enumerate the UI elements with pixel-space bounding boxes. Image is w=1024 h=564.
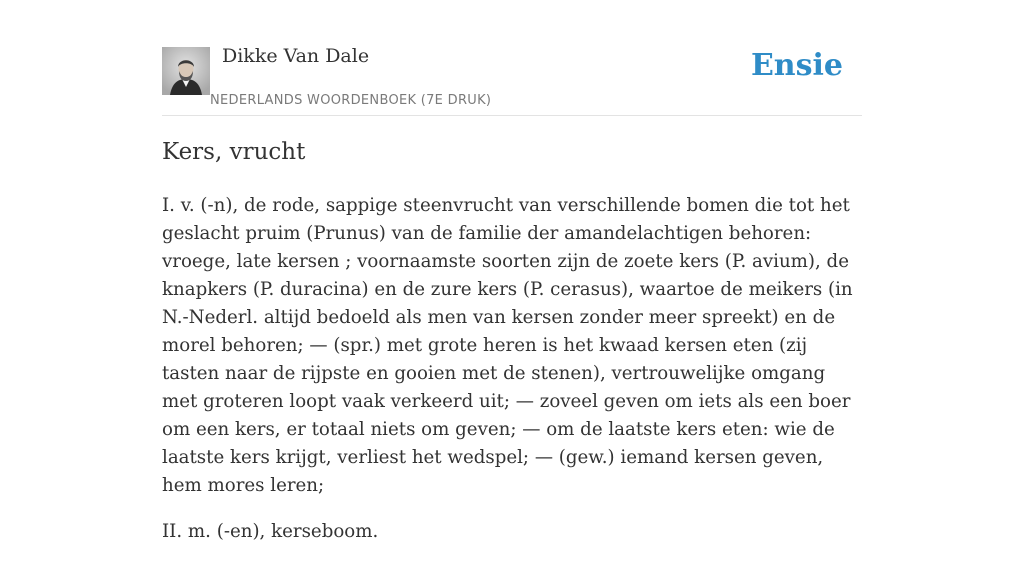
source-label[interactable]: NEDERLANDS WOORDENBOEK (7E DRUK) <box>210 93 492 108</box>
ensie-logo[interactable]: Ensie <box>750 48 843 83</box>
definition-paragraph-1: I. v. (-n), de rode, sappige steenvrucht van verschillende bomen die tot het geslacht pruim (Prunus) van de familie der amandelachtigen behoren: vroege, late kersen ; voornaamste soorten zijn de zoete kers (P. avium), de knapkers (P. duracina) en de zure kers (P. cerasus), waartoe de meikers (in N.-Nederl. altijd bedoeld als men van kersen zonder meer spreekt) en de morel behoren; — (spr.) met grote heren is het kwaad kersen eten (zij tasten naar de rijpste en gooien met de stenen), vertrouwelijke omgang met groteren loopt vaak verkeerd uit; — zoveel geven om iets als een boer om een kers, er totaal niets om geven; — om de laatste kers eten: wie de laatste kers krijgt, verliest het wedspel; — (gew.) iemand kersen geven, hem mores leren; <box>162 195 853 496</box>
entry-definition <box>162 192 862 564</box>
author-name[interactable]: Dikke Van Dale <box>222 45 370 67</box>
entry-card <box>162 0 862 542</box>
entry-title: Kers, vrucht <box>162 139 306 165</box>
author-avatar[interactable] <box>162 47 210 95</box>
definition-paragraph-2: II. m. (-en), kerseboom. <box>162 521 379 542</box>
entry-header <box>162 0 862 116</box>
portrait-icon <box>162 47 210 95</box>
